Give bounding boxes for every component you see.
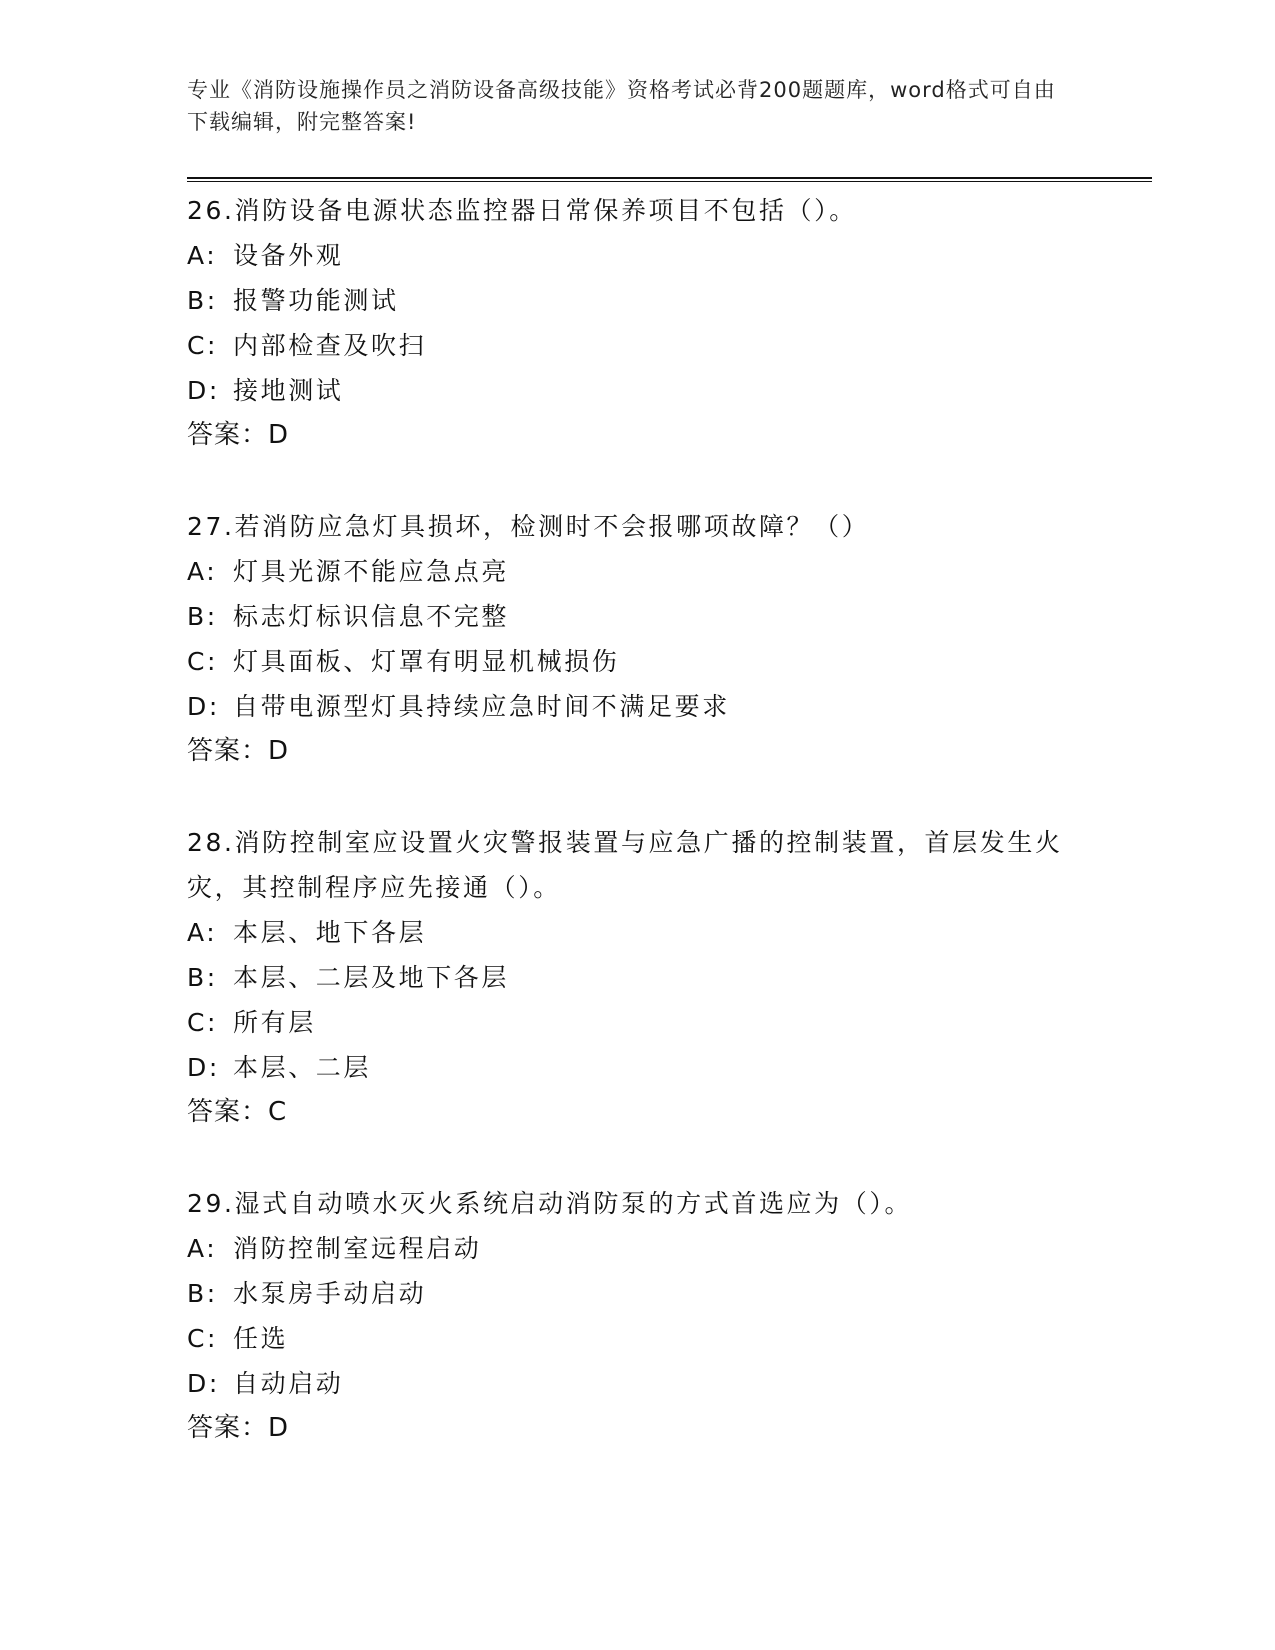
answer-line: 答案：C [187, 1097, 288, 1127]
option-a [187, 233, 1087, 278]
option-d [187, 1045, 1087, 1090]
question-stem: 27.若消防应急灯具损坏，检测时不会报哪项故障？（） [187, 512, 870, 541]
option-text: 本层、二层 [233, 1053, 372, 1082]
option-key: B: [187, 1279, 218, 1308]
option-text: 灯具面板、灯罩有明显机械损伤 [233, 647, 620, 676]
option-text: 标志灯标识信息不完整 [233, 602, 510, 631]
header-rule-thick [187, 177, 1152, 179]
option-key: D: [187, 376, 220, 405]
option-text: 报警功能测试 [233, 286, 399, 315]
option-a [187, 549, 1087, 594]
option-text: 水泵房手动启动 [233, 1279, 427, 1308]
option-key: C: [187, 331, 219, 360]
question-stem: 26.消防设备电源状态监控器日常保养项目不包括（）。 [187, 196, 857, 225]
option-text: 任选 [233, 1324, 289, 1353]
option-b [187, 594, 1087, 639]
question-item [187, 188, 1087, 458]
option-text: 消防控制室远程启动 [233, 1234, 482, 1263]
option-key: D: [187, 692, 220, 721]
option-key: C: [187, 647, 219, 676]
question-stem: 28.消防控制室应设置火灾警报装置与应急广播的控制装置，首层发生火灾，其控制程序应先接通（）。 [187, 828, 1063, 902]
option-a [187, 910, 1087, 955]
option-text: 设备外观 [233, 241, 344, 270]
option-b [187, 278, 1087, 323]
question-list [187, 188, 1087, 1497]
option-text: 接地测试 [233, 376, 344, 405]
question-stem: 29.湿式自动喷水灭火系统启动消防泵的方式首选应为（）。 [187, 1189, 913, 1218]
header-rule-thin [187, 181, 1152, 182]
option-d [187, 1361, 1087, 1406]
option-key: A: [187, 557, 218, 586]
option-text: 本层、地下各层 [233, 918, 427, 947]
option-key: A: [187, 918, 218, 947]
option-b [187, 1271, 1087, 1316]
option-key: A: [187, 1234, 218, 1263]
option-c [187, 1000, 1087, 1045]
option-text: 内部检查及吹扫 [233, 331, 427, 360]
option-key: C: [187, 1008, 219, 1037]
option-d [187, 368, 1087, 413]
option-a [187, 1226, 1087, 1271]
option-key: D: [187, 1053, 220, 1082]
option-c [187, 1316, 1087, 1361]
option-key: B: [187, 963, 218, 992]
option-key: B: [187, 602, 218, 631]
option-c [187, 323, 1087, 368]
option-text: 灯具光源不能应急点亮 [233, 557, 510, 586]
option-d [187, 684, 1087, 729]
answer-line: 答案：D [187, 1413, 290, 1443]
answer-line: 答案：D [187, 420, 290, 450]
option-text: 所有层 [233, 1008, 316, 1037]
option-text: 自带电源型灯具持续应急时间不满足要求 [233, 692, 730, 721]
question-item [187, 504, 1087, 774]
option-c [187, 639, 1087, 684]
document-intro: 专业《消防设施操作员之消防设备高级技能》资格考试必背200题题库，word格式可自由下载编辑，附完整答案! [187, 78, 1056, 134]
question-item [187, 1181, 1087, 1451]
option-key: A: [187, 241, 218, 270]
question-item [187, 820, 1087, 1135]
option-key: D: [187, 1369, 220, 1398]
option-b [187, 955, 1087, 1000]
option-key: C: [187, 1324, 219, 1353]
option-text: 本层、二层及地下各层 [233, 963, 510, 992]
option-key: B: [187, 286, 218, 315]
answer-line: 答案：D [187, 736, 290, 766]
option-text: 自动启动 [233, 1369, 344, 1398]
